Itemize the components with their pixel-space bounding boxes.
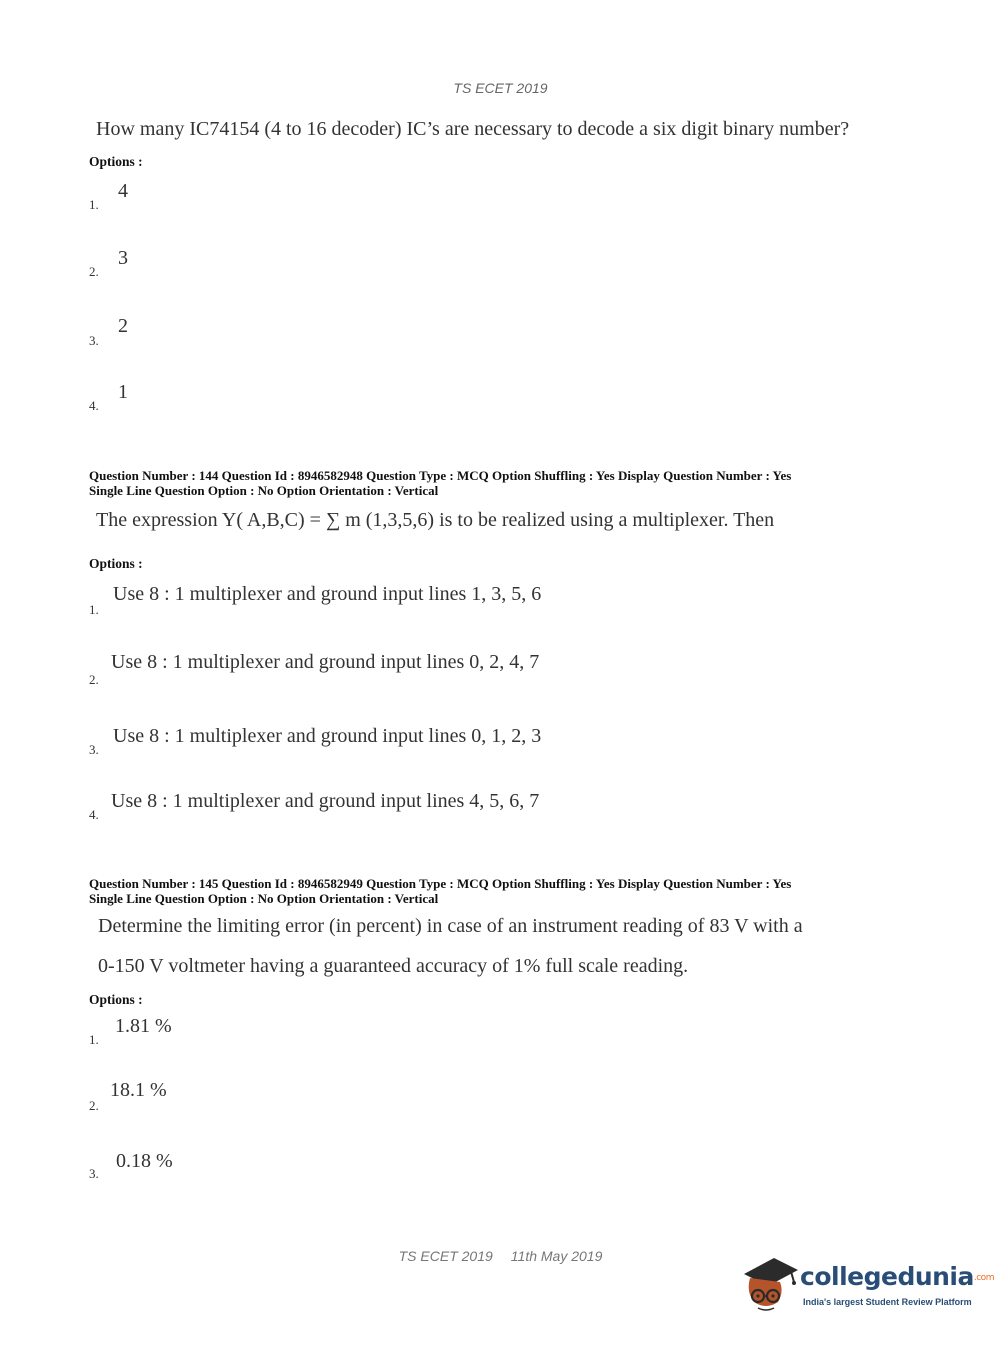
option-value: 1 <box>118 381 128 403</box>
collegedunia-brand <box>800 1262 994 1291</box>
question-144-meta-line1: Question Number : 144 Question Id : 8946582948 Question Type : MCQ Option Shuffling : Yes Display Question Number : Yes <box>89 468 792 483</box>
option-number: 3. <box>89 742 99 757</box>
option-number: 4. <box>89 807 99 822</box>
option-value: 1.81 % <box>115 1015 172 1037</box>
option-value: 18.1 % <box>110 1079 167 1101</box>
brand-name: collegedunia <box>800 1262 974 1291</box>
option-number: 3. <box>89 333 99 348</box>
option-number: 1. <box>89 197 99 212</box>
question-143-text: How many IC74154 (4 to 16 decoder) IC’s are necessary to decode a six digit binary number? <box>96 118 850 140</box>
option-number: 2. <box>89 264 99 279</box>
option-value: 3 <box>118 247 128 269</box>
brand-tagline: India's largest Student Review Platform <box>803 1297 972 1307</box>
question-144-text: The expression Y( A,B,C) = ∑ m (1,3,5,6) is to be realized using a multiplexer. Then <box>96 509 775 531</box>
page-header: TS ECET 2019 <box>453 80 548 96</box>
option-value: Use 8 : 1 multiplexer and ground input lines 4, 5, 6, 7 <box>111 790 540 812</box>
option-number: 1. <box>89 1032 99 1047</box>
brand-suffix: .com <box>973 1273 994 1283</box>
footer-date: 11th May 2019 <box>510 1248 603 1264</box>
question-145-meta-line2: Single Line Question Option : No Option Orientation : Vertical <box>89 891 439 906</box>
option-value: Use 8 : 1 multiplexer and ground input lines 0, 2, 4, 7 <box>111 651 540 673</box>
option-number: 1. <box>89 602 99 617</box>
option-value: 2 <box>118 315 128 337</box>
option-number: 3. <box>89 1166 99 1181</box>
options-label: Options : <box>89 556 143 571</box>
option-value: 4 <box>118 180 128 202</box>
option-number: 2. <box>89 672 99 687</box>
question-144-meta-line2: Single Line Question Option : No Option Orientation : Vertical <box>89 483 439 498</box>
question-145-text-line2: 0-150 V voltmeter having a guaranteed accuracy of 1% full scale reading. <box>98 955 689 977</box>
collegedunia-mascot-icon <box>740 1252 800 1314</box>
question-145-text-line1: Determine the limiting error (in percent) in case of an instrument reading of 83 V with a <box>98 915 803 937</box>
options-label: Options : <box>89 154 143 169</box>
option-value: Use 8 : 1 multiplexer and ground input lines 1, 3, 5, 6 <box>113 583 542 605</box>
option-number: 4. <box>89 398 99 413</box>
question-145-meta-line1: Question Number : 145 Question Id : 8946582949 Question Type : MCQ Option Shuffling : Yes Display Question Number : Yes <box>89 876 792 891</box>
option-value: 0.18 % <box>116 1150 173 1172</box>
options-label: Options : <box>89 992 143 1007</box>
footer-exam: TS ECET 2019 <box>398 1248 493 1264</box>
option-value: Use 8 : 1 multiplexer and ground input lines 0, 1, 2, 3 <box>113 725 542 747</box>
option-number: 2. <box>89 1098 99 1113</box>
